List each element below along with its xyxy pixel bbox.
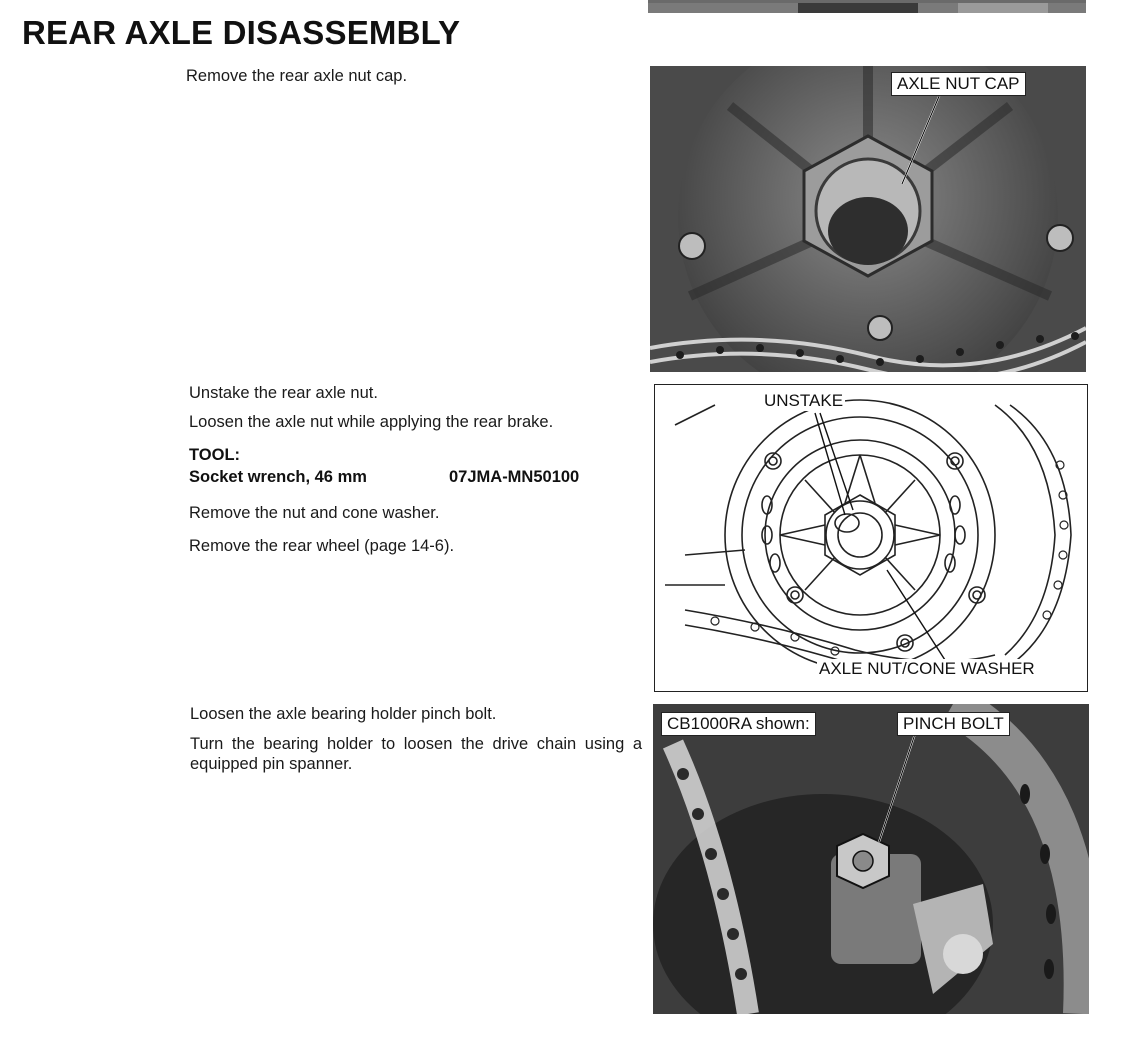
pinch-bolt-photo (653, 704, 1089, 1014)
axle-nut-diagram-graphic (655, 385, 1087, 691)
pinch-bolt-callout: PINCH BOLT (897, 712, 1010, 736)
tool-number: 07JMA-MN50100 (449, 468, 580, 486)
unstake-label: UNSTAKE (764, 391, 844, 410)
axle-nut-cap-photo-graphic (650, 66, 1086, 372)
step3-line2: Turn the bearing holder to loosen the drive chain using a equipped pin spanner. (190, 735, 642, 773)
step2-line2: Loosen the axle nut while applying the rear brake. (189, 413, 554, 431)
top-photo-strip (648, 0, 1086, 10)
axle-nut-cap-photo (650, 66, 1086, 372)
cb1000ra-caption: CB1000RA shown: (661, 712, 816, 736)
step2-line4: Remove the rear wheel (page 14-6). (189, 537, 455, 555)
tool-name: Socket wrench, 46 mm (189, 468, 367, 486)
step2-line3: Remove the nut and cone washer. (189, 504, 440, 522)
tool-heading: TOOL: (189, 446, 241, 464)
step3-line1: Loosen the axle bearing holder pinch bolt. (190, 705, 497, 723)
top-photo-strip-graphic (648, 3, 1086, 13)
page-title: REAR AXLE DISASSEMBLY (22, 14, 461, 51)
step1-text: Remove the rear axle nut cap. (186, 67, 408, 85)
step2-line1: Unstake the rear axle nut. (189, 384, 378, 402)
axle-nut-cone-washer-label: AXLE NUT/CONE WASHER (819, 659, 1035, 678)
axle-nut-diagram (654, 384, 1088, 692)
axle-nut-cap-callout: AXLE NUT CAP (891, 72, 1026, 96)
pinch-bolt-photo-graphic (653, 704, 1089, 1014)
